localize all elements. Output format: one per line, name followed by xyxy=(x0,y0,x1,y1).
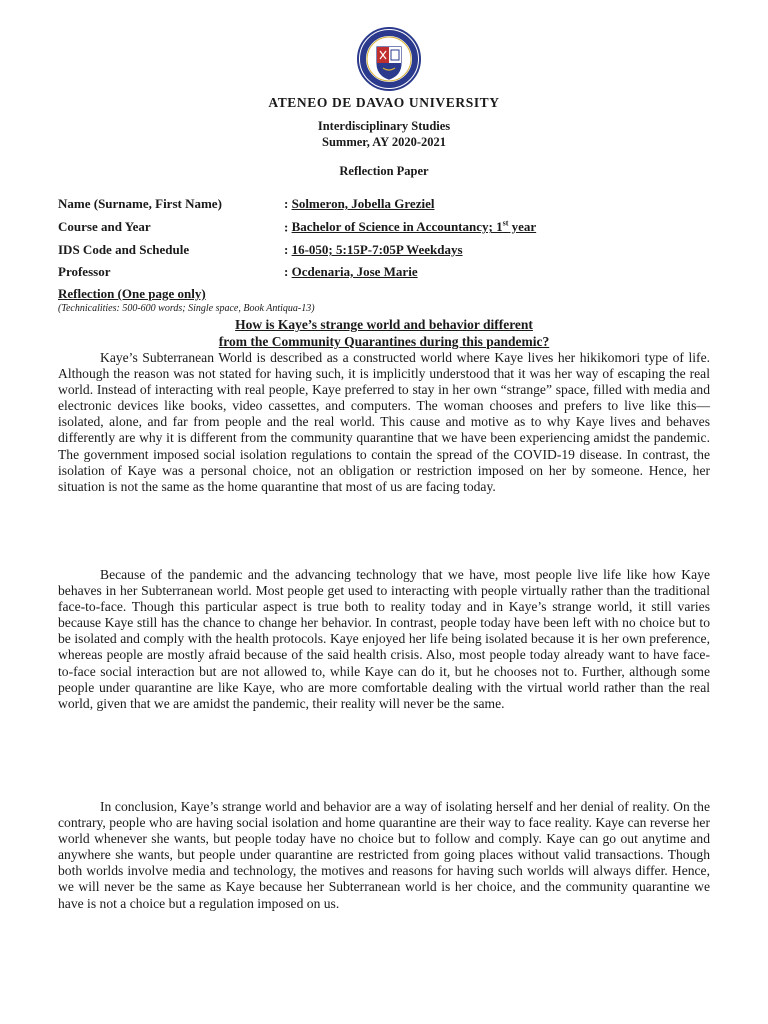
paragraph-1: Kaye’s Subterranean World is described as a constructed world where Kaye lives her hikikomori type of life. Although the reason was not stated for having such, it is implicitly understood that it was her way of escaping the real world. Instead of interacting with real people, Kaye preferred to stay in her own “strange” space, filled with media and electronic devices like books, video cassettes, and computers. The woman chooses and prefers to live like this—isolated, alone, and far from people and the real world. This cause and motive as to why Kaye lives and behaves differently are why it is different from the community quarantine that we have been experiencing amidst the pandemic. The government imposed social isolation regulations to contain the spread of the COVID-19 disease. In contrast, the isolation of Kaye was a personal choice, not an obligation or restriction imposed on her by someone. Hence, her situation is not the same as the home quarantine that most of us are facing today. xyxy=(58,350,710,494)
reflection-heading: Reflection (One page only) xyxy=(58,286,206,301)
name-value: : Solmeron, Jobella Greziel xyxy=(284,196,435,211)
professor-label: Professor xyxy=(58,264,111,279)
department-name: Interdisciplinary Studies xyxy=(317,119,451,133)
ids-code-value: : 16-050; 5:15P-7:05P Weekdays xyxy=(284,242,463,257)
paragraph-3: In conclusion, Kaye’s strange world and behavior are a way of isolating herself and her denial of reality. On the contrary, people who are having social isolation and home quarantine are their way to face reality. Kaye can reverse her world whenever she wants, but people today have no choice but to follow and comply. Kaye can go out anytime and anywhere she wants, but people under quarantine are restricted from going places without valid transactions. Though both worlds involve media and technology, the motives and reasons for having such worlds will always differ. Hence, we will never be the same as Kaye because her Subterranean world is her choice, and the community quarantine we have is not a choice but a regulation imposed on us. xyxy=(58,799,710,911)
name-label: Name (Surname, First Name) xyxy=(58,196,222,211)
academic-term: Summer, AY 2020-2021 xyxy=(322,135,446,149)
document-type: Reflection Paper xyxy=(339,164,429,178)
university-seal-logo xyxy=(357,27,421,91)
course-year-value: : Bachelor of Science in Accountancy; 1st year xyxy=(284,219,537,235)
university-name: ATENEO DE DAVAO UNIVERSITY xyxy=(268,95,500,110)
question-title-line-1: How is Kaye’s strange world and behavior different xyxy=(235,317,533,332)
question-title-line-2: from the Community Quarantines during this pandemic? xyxy=(218,334,550,349)
paragraph-2: Because of the pandemic and the advancing technology that we have, most people live life like how Kaye behaves in her Subterranean world. Most people get used to interacting with people virtually rather than the traditional face-to-face. Though this particular aspect is true both to reality today and in Kaye’s strange world, it still varies because Kaye still has the chance to change her behavior. In contrast, people today have been left with no choice but to be isolated and comply with the health protocols. Kaye enjoyed her life being isolated because it is her own preference, whereas people are mostly afraid because of the said health crisis. Also, most people today already want to have face-to-face social interaction but are not allowed to, while Kaye can do it, but he chooses not to. Further, although some people under quarantine are like Kaye, who are more comfortable dealing with the virtual world rather than the real world, given that we are amidst the pandemic, their reality will never be the same. xyxy=(58,567,710,711)
professor-value: : Ocdenaria, Jose Marie xyxy=(284,264,418,279)
technicalities-note: (Technicalities: 500-600 words; Single space, Book Antiqua-13) xyxy=(58,303,315,314)
course-year-label: Course and Year xyxy=(58,219,151,234)
ids-code-label: IDS Code and Schedule xyxy=(58,242,190,257)
